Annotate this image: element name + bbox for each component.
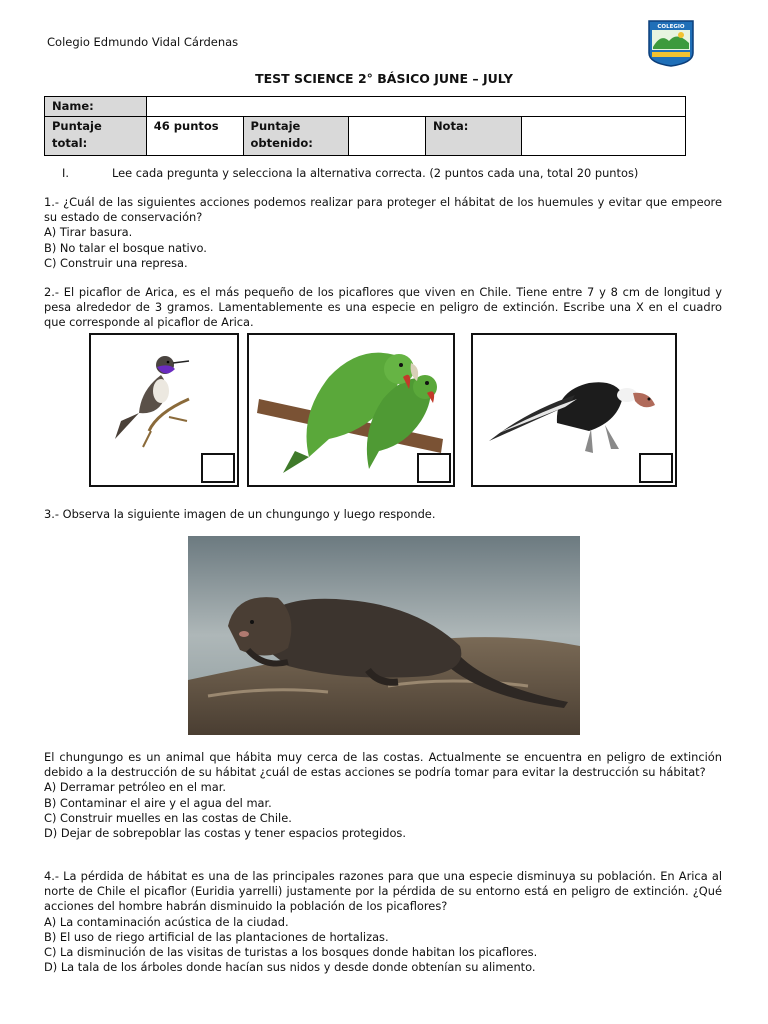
obtained-score-label: Puntaje obtenido:: [243, 117, 349, 156]
question-1: [44, 195, 722, 271]
question-3-body: El chungungo es un animal que hábita muy cerca de las costas. Actualmente se encuentra en peligro de extinción debido a la destrucción de su hábitat ¿cuál de estas acciones se podría tomar para evitar la destrucción su hábitat?: [44, 750, 722, 780]
hummingbird-picture: [89, 333, 239, 487]
q4-option-b[interactable]: B) El uso de riego artificial de las plantaciones de hortalizas.: [44, 929, 389, 944]
name-field[interactable]: [146, 97, 685, 117]
school-logo: [647, 19, 695, 67]
question-2: [44, 285, 722, 331]
question-3-prompt: [44, 507, 722, 522]
grade-field[interactable]: [521, 117, 685, 156]
q3-option-b[interactable]: B) Contaminar el aire y el agua del mar.: [44, 795, 272, 810]
q3-option-a[interactable]: A) Derramar petróleo en el mar.: [44, 780, 227, 795]
q1-option-c[interactable]: C) Construir una represa.: [44, 255, 188, 270]
total-score-value: 46 puntos: [146, 117, 243, 156]
test-title: TEST SCIENCE 2° BÁSICO JUNE – JULY: [255, 71, 513, 86]
logo-text: COLEGIO: [657, 24, 685, 30]
otter-illustration: [188, 536, 580, 735]
student-info-table: [44, 96, 686, 156]
q1-option-b[interactable]: B) No talar el bosque nativo.: [44, 240, 207, 255]
question-3: [44, 750, 722, 841]
q3-option-c[interactable]: C) Construir muelles en las costas de Chile.: [44, 810, 292, 825]
question-3-text: 3.- Observa la siguiente imagen de un chungungo y luego responde.: [44, 507, 436, 521]
question-1-text: 1.- ¿Cuál de las siguientes acciones podemos realizar para proteger el hábitat de los huemules y evitar que empeore su estado de conservación?: [44, 195, 722, 225]
school-name: Colegio Edmundo Vidal Cárdenas: [47, 35, 239, 49]
section-number: I.: [62, 166, 69, 180]
parrots-answer-box[interactable]: [417, 453, 451, 483]
section-heading: [62, 166, 639, 180]
question-4-text: 4.- La pérdida de hábitat es una de las principales razones para que una especie disminuya su población. En Arica al norte de Chile el picaflor (Euridia yarrelli) justamente por la pérdida de su entorno está en peligro de extinción. ¿Qué acciones del hombre habrán disminuido la población de los picaflores?: [44, 869, 722, 914]
q1-option-a[interactable]: A) Tirar basura.: [44, 225, 133, 240]
name-label: Name:: [45, 97, 147, 117]
parrots-picture: [247, 333, 455, 487]
grade-label: Nota:: [425, 117, 521, 156]
question-4: [44, 869, 722, 975]
condor-answer-box[interactable]: [639, 453, 673, 483]
q4-option-d[interactable]: D) La tala de los árboles donde hacían sus nidos y desde donde obtenían su alimento.: [44, 960, 536, 975]
otter-photo: [188, 536, 580, 735]
obtained-score-field[interactable]: [349, 117, 426, 156]
section-instruction: Lee cada pregunta y selecciona la alternativa correcta. (2 puntos cada una, total 20 puntos): [112, 166, 639, 180]
condor-picture: [471, 333, 677, 487]
hummingbird-answer-box[interactable]: [201, 453, 235, 483]
q4-option-c[interactable]: C) La disminución de las visitas de turistas a los bosques donde habitan los picaflores.: [44, 945, 538, 960]
question-2-text: 2.- El picaflor de Arica, es el más pequeño de los picaflores que viven en Chile. Tiene entre 7 y 8 cm de longitud y pesa alrededor de 3 gramos. Lamentablemente es una especie en peligro de extinción. Escribe una X en el cuadro que corresponde al picaflor de Arica.: [44, 285, 722, 330]
q3-option-d[interactable]: D) Dejar de sobrepoblar las costas y tener espacios protegidos.: [44, 826, 406, 841]
total-score-label: Puntaje total:: [45, 117, 147, 156]
q4-option-a[interactable]: A) La contaminación acústica de la ciudad.: [44, 914, 289, 929]
